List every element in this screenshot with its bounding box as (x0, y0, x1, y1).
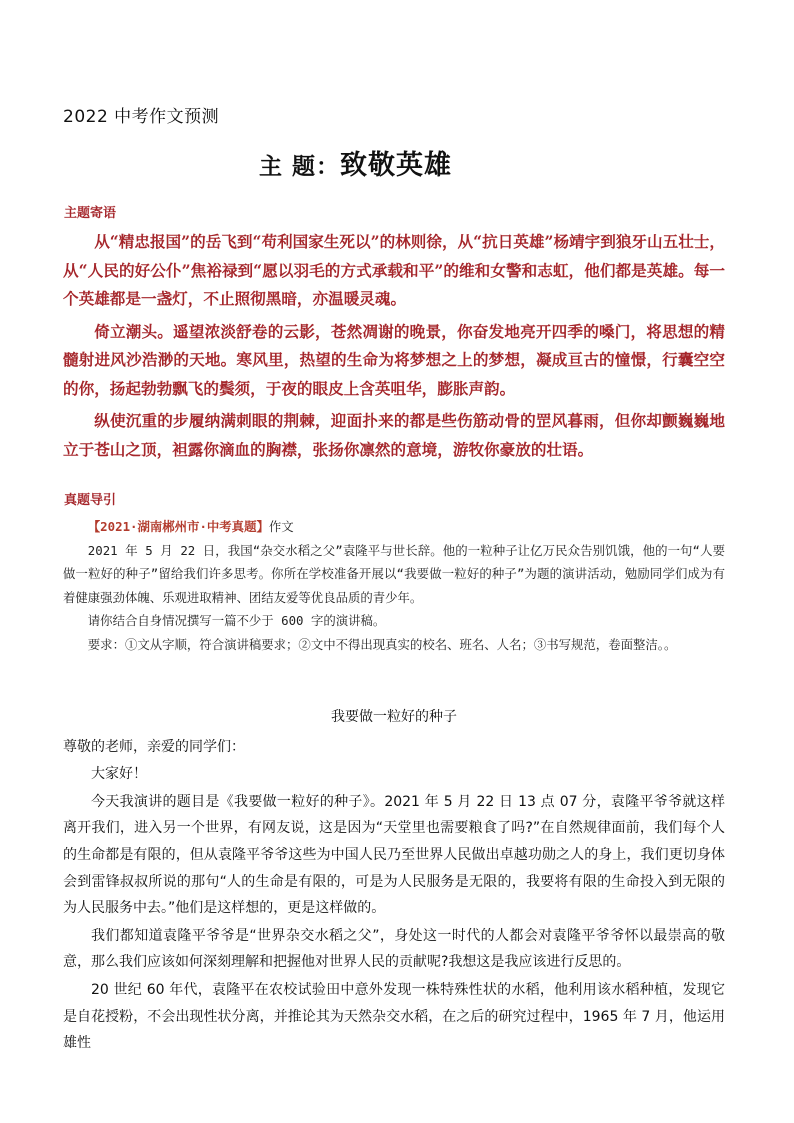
speech-greeting: 大家好！ (91, 766, 147, 783)
speech-paragraph: 20 世纪 60 年代，袁隆平在农校试验田中意外发现一株特殊性状的水稻，他利用该水稻种植，发现它是自花授粉，不会出现性状分离，并推论其为天然杂交水稻，在之后的研究过程中，1965 年 7 月，他运用雄性 (63, 981, 725, 1052)
intro-paragraph: 从“精忠报国”的岳飞到“苟利国家生死以”的林则徐，从“抗日英雄”杨靖宇到狼牙山五壮士，从“人民的好公仆”焦裕禄到“愿以羽毛的方式承载和平”的维和女警和志虹，他们都是英雄。每一个英雄都是一盏灯，不止照彻黑暗，亦温暖灵魂。 (63, 232, 725, 308)
speech-paragraph: 今天我演讲的题目是《我要做一粒好的种子》。2021 年 5 月 22 日 13 点 07 分，袁隆平爷爷就这样离开我们，进入另一个世界，有网友说，这是因为“天堂里也需要粮食了吗?”在自然规律面前，我们每个人的生命都是有限的，但从袁隆平爷爷这些为中国人民乃至世界人民做出卓越功勋之人的身上，我们更切身体会到雷锋叔叔所说的那句“人的生命是有限的，可是为人民服务是无限的，我要将有限的生命投入到无限的为人民服务中去。”他们是这样想的，更是这样做的。 (63, 793, 725, 917)
exam-paragraph: 2021 年 5 月 22 日，我国“杂交水稻之父”袁隆平与世长辞。他的一粒种子让亿万民众告别饥饿，他的一句“人要做一粒好的种子”留给我们许多思考。你所在学校准备开展以“我要做一粒好的种子”为题的演讲活动，勉励同学们成为有着健康强劲体魄、乐观进取精神、团结友爱等优良品质的青少年。 (63, 542, 725, 605)
section-heading-exam: 真题导引 (64, 493, 117, 508)
document-header-title: 2022 中考作文预测 (63, 107, 220, 127)
exam-prompt (63, 515, 725, 657)
intro-text (63, 228, 725, 468)
intro-paragraph: 纵使沉重的步履纳满刺眼的荆棘，迎面扑来的都是些伤筋动骨的罡风暮雨，但你却颤巍巍地立于苍山之顶，袒露你滴血的胸襟，张扬你凛然的意境，游牧你豪放的壮语。 (63, 411, 725, 459)
exam-type: 作文 (268, 519, 294, 534)
sample-speech (63, 704, 725, 1058)
exam-paragraph: 要求：①文从字顺，符合演讲稿要求；②文中不得出现真实的校名、班名、人名；③书写规范，卷面整洁。。 (87, 636, 677, 652)
section-heading-intro: 主题寄语 (64, 206, 117, 221)
theme-name: 致敬英雄 (340, 150, 453, 181)
speech-title: 我要做一粒好的种子 (331, 709, 457, 725)
theme-label: 主 题： (259, 153, 341, 180)
exam-paragraph: 请你结合自身情况撰写一篇不少于 600 字的演讲稿。 (87, 613, 386, 629)
exam-source-line (63, 515, 725, 539)
exam-source: 【2021·湖南郴州市·中考真题】 (87, 519, 269, 534)
speech-paragraph: 我们都知道袁隆平爷爷是“世界杂交水稻之父”，身处这一时代的人都会对袁隆平爷爷怀以最崇高的敬意，那么我们应该如何深刻理解和把握他对世界人民的贡献呢?我想这是我应该进行反思的。 (63, 927, 725, 971)
speech-salutation: 尊敬的老师，亲爱的同学们： (63, 738, 245, 755)
theme-title (259, 143, 452, 182)
intro-paragraph: 倚立潮头。遥望浓淡舒卷的云影，苍然凋谢的晚景，你奋发地亮开四季的嗓门，将思想的精髓射进风沙浩渺的天地。寒风里，热望的生命为将梦想之上的梦想，凝成亘古的憧憬，行囊空空的你，扬起勃勃飘飞的鬓须，于夜的眼皮上含英咀华，膨胀声韵。 (63, 321, 725, 398)
